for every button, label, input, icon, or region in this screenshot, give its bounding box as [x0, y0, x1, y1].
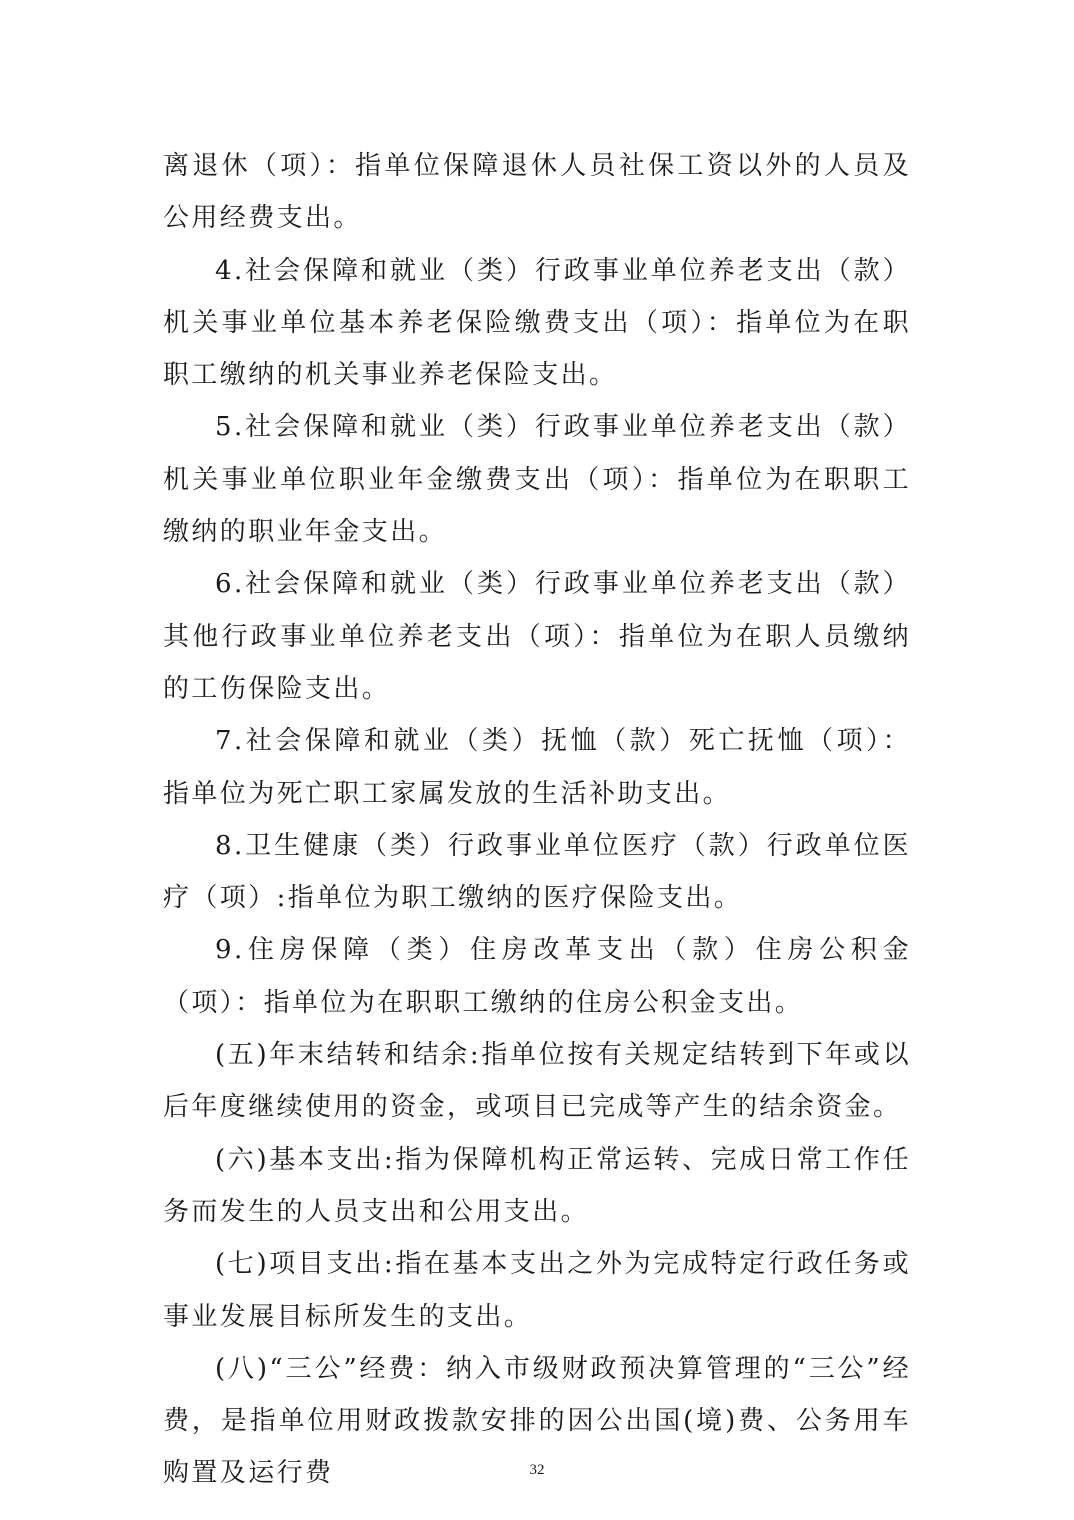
paragraph-section-7: (七)项目支出:指在基本支出之外为完成特定行政任务或事业发展目标所发生的支出。 — [163, 1249, 911, 1332]
paragraph-item-8: 8.卫生健康（类）行政事业单位医疗（款）行政单位医疗（项）:指单位为职工缴纳的医疗保险支出。 — [163, 830, 911, 914]
paragraph-section-5: (五)年末结转和结余:指单位按有关规定结转到下年或以后年度继续使用的资金，或项目已完成等产生的结余资金。 — [163, 1040, 911, 1123]
paragraph-item-9: 9.住房保障（类）住房改革支出（款）住房公积金（项）：指单位为在职职工缴纳的住房公积金支出。 — [163, 935, 911, 1018]
paragraph-section-8: (八)“三公”经费：纳入市级财政预决算管理的“三公”经费，是指单位用财政拨款安排的因公出国(境)费、公务用车购置及运行费 — [163, 1353, 911, 1489]
paragraph-item-6: 6.社会保障和就业（类）行政事业单位养老支出（款）其他行政事业单位养老支出（项）：指单位为在职人员缴纳的工伤保险支出。 — [163, 569, 911, 704]
paragraph-section-6: (六)基本支出:指为保障机构正常运转、完成日常工作任务而发生的人员支出和公用支出。 — [163, 1144, 911, 1227]
paragraph-item-5: 5.社会保障和就业（类）行政事业单位养老支出（款）机关事业单位职业年金缴费支出（项）：指单位为在职职工缴纳的职业年金支出。 — [163, 412, 911, 548]
paragraph-item-7: 7.社会保障和就业（类）抚恤（款）死亡抚恤（项）：指单位为死亡职工家属发放的生活补助支出。 — [163, 726, 911, 809]
body-text — [163, 140, 911, 1500]
page-number: 32 — [529, 1462, 545, 1478]
paragraph-continuation: 离退休（项）：指单位保障退休人员社保工资以外的人员及公用经费支出。 — [163, 151, 911, 234]
paragraph-item-4: 4.社会保障和就业（类）行政事业单位养老支出（款）机关事业单位基本养老保险缴费支出（项）：指单位为在职职工缴纳的机关事业养老保险支出。 — [163, 255, 911, 391]
